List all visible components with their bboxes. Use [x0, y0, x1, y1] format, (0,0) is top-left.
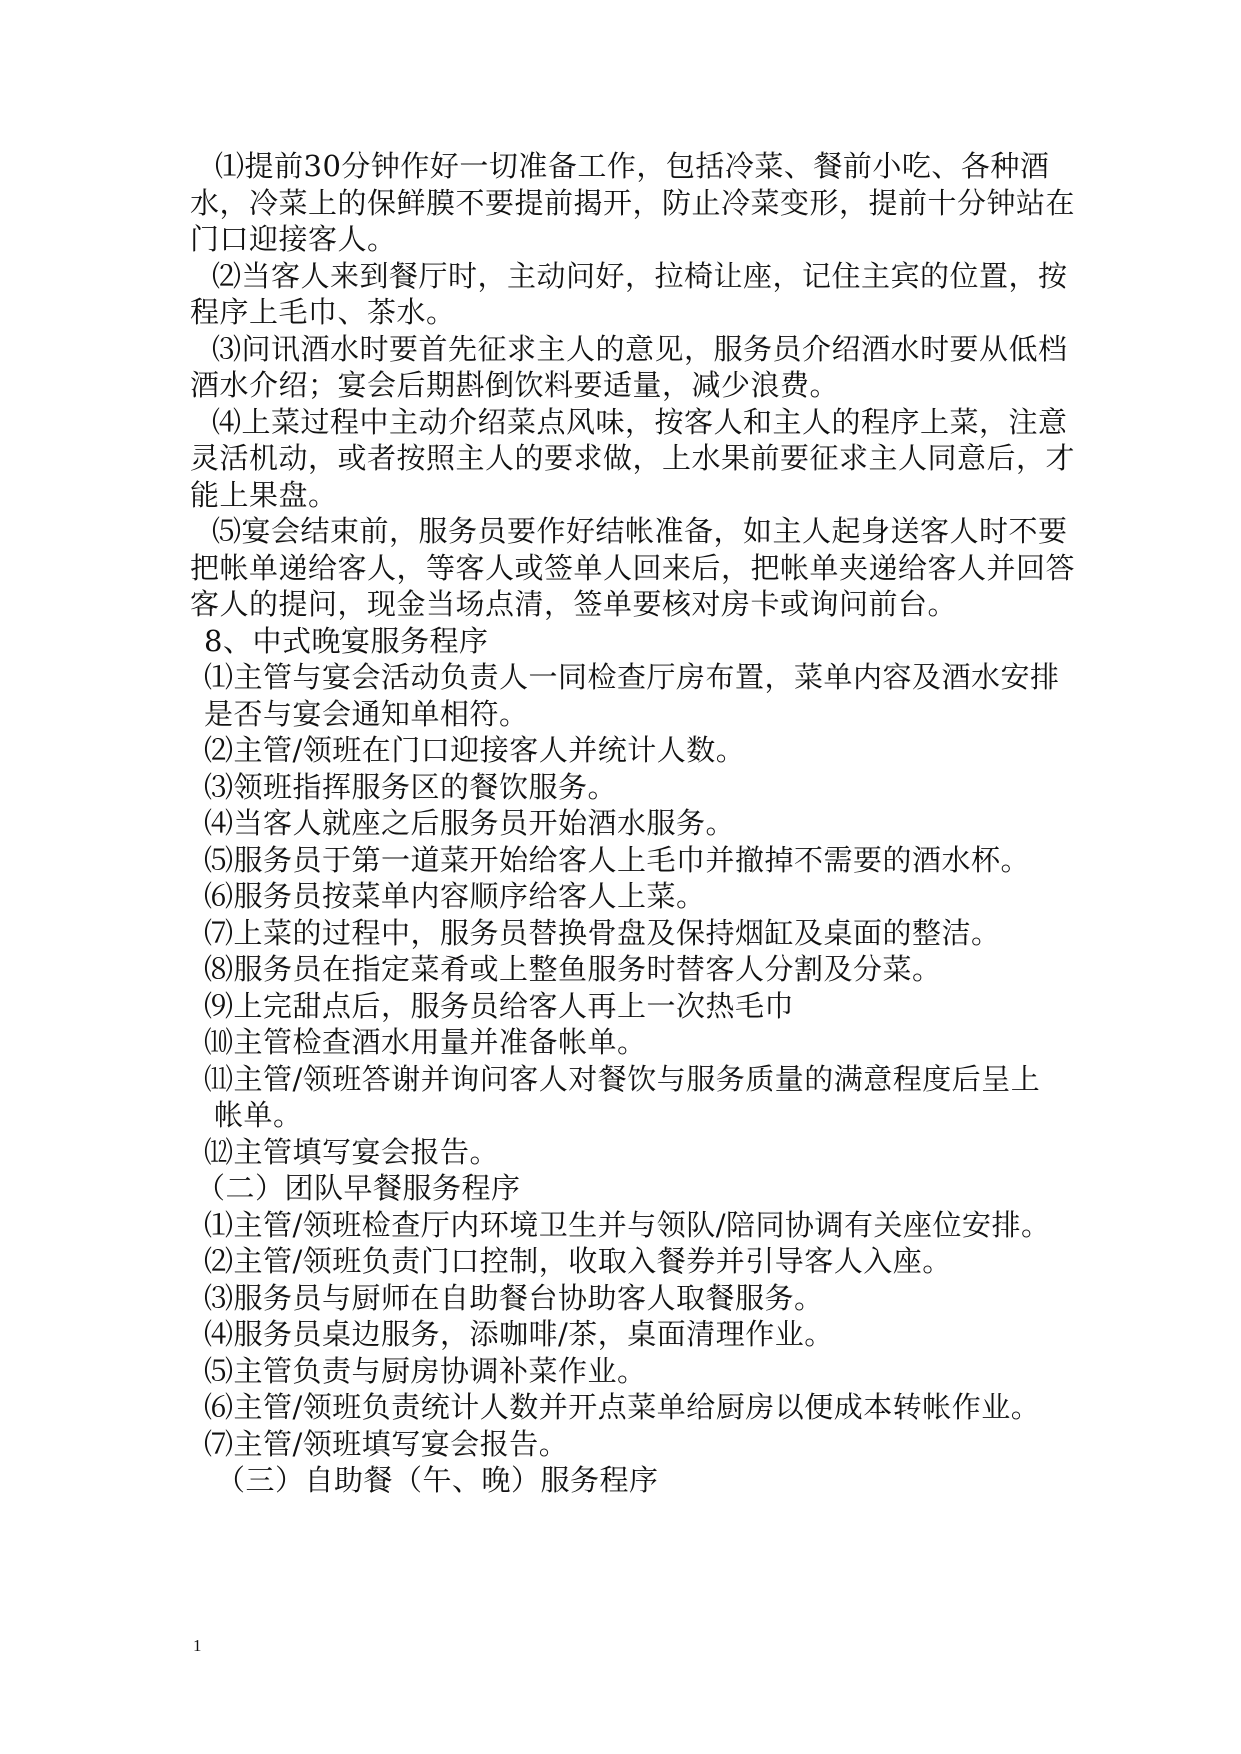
list-item: ⑹主管/领班负责统计人数并开点菜单给厨房以便成本转帐作业。 [204, 1390, 1041, 1424]
section-heading: 8、中式晚宴服务程序 [204, 623, 489, 658]
paragraph-line: ⑶问讯酒水时要首先征求主人的意见，服务员介绍酒水时要从低档 [212, 331, 1068, 366]
list-item: ⑴主管/领班检查厅内环境卫生并与领队/陪同协调有关座位安排。 [204, 1207, 1051, 1242]
paragraph-line: ⑵当客人来到餐厅时，主动问好，拉椅让座，记住主宾的位置，按 [212, 258, 1068, 293]
page-number: 1 [193, 1636, 202, 1655]
list-item: ⑹服务员按菜单内容顺序给客人上菜。 [204, 879, 706, 913]
list-item: ⑿主管填写宴会报告。 [204, 1134, 500, 1169]
list-item: ⑸主管负责与厨房协调补菜作业。 [204, 1353, 647, 1388]
list-item-continuation: 帐单。 [214, 1098, 303, 1132]
paragraph-line: ⑸宴会结束前，服务员要作好结帐准备，如主人起身送客人时不要 [212, 514, 1068, 548]
paragraph-line: ⑴提前30分钟作好一切准备工作，包括冷菜、餐前小吃、各种酒 [215, 149, 1050, 183]
list-item: ⑺上菜的过程中，服务员替换骨盘及保持烟缸及桌面的整洁。 [204, 915, 1001, 950]
list-item: ⑶服务员与厨师在自助餐台协助客人取餐服务。 [204, 1280, 824, 1315]
list-item: ⑻服务员在指定菜肴或上整鱼服务时替客人分割及分菜。 [204, 952, 942, 986]
list-item: ⑶领班指挥服务区的餐饮服务。 [204, 769, 618, 804]
paragraph-line: 灵活机动，或者按照主人的要求做，上水果前要征求主人同意后，才 [190, 441, 1076, 475]
list-item: ⑾主管/领班答谢并询问客人对餐饮与服务质量的满意程度后呈上 [204, 1061, 1041, 1096]
paragraph-line: 酒水介绍；宴会后期斟倒饮料要适量，减少浪费。 [190, 368, 840, 402]
paragraph-line: 能上果盘。 [190, 477, 338, 512]
paragraph-line: 程序上毛巾、茶水。 [190, 295, 456, 329]
list-item: ⑺主管/领班填写宴会报告。 [204, 1426, 569, 1461]
list-item: ⑵主管/领班在门口迎接客人并统计人数。 [204, 733, 746, 767]
paragraph-line: 客人的提问，现金当场点清，签单要核对房卡或询问前台。 [190, 587, 958, 621]
list-item: ⑵主管/领班负责门口控制，收取入餐券并引导客人入座。 [204, 1244, 952, 1278]
section-heading: （二）团队早餐服务程序 [196, 1171, 521, 1205]
list-item: ⑼上完甜点后，服务员给客人再上一次热毛巾 [204, 988, 795, 1023]
list-item: ⑷服务员桌边服务，添咖啡/茶，桌面清理作业。 [204, 1317, 834, 1351]
body-text [190, 148, 1076, 1499]
list-item: ⑷当客人就座之后服务员开始酒水服务。 [204, 806, 736, 840]
list-item: ⑴主管与宴会活动负责人一同检查厅房布置，菜单内容及酒水安排 [204, 660, 1060, 694]
list-item: ⑸服务员于第一道菜开始给客人上毛巾并撤掉不需要的酒水杯。 [204, 842, 1031, 877]
list-item: ⑽主管检查酒水用量并准备帐单。 [204, 1025, 647, 1059]
paragraph-line: 门口迎接客人。 [190, 222, 397, 256]
paragraph-line: 把帐单递给客人，等客人或签单人回来后，把帐单夹递给客人并回答 [190, 550, 1076, 585]
paragraph-line: 水，冷菜上的保鲜膜不要提前揭开，防止冷菜变形，提前十分钟站在 [190, 185, 1076, 220]
section-heading: （三）自助餐（午、晚）服务程序 [216, 1463, 659, 1497]
paragraph-line: ⑷上菜过程中主动介绍菜点风味，按客人和主人的程序上菜，注意 [212, 404, 1068, 439]
list-item-continuation: 是否与宴会通知单相符。 [204, 696, 529, 731]
